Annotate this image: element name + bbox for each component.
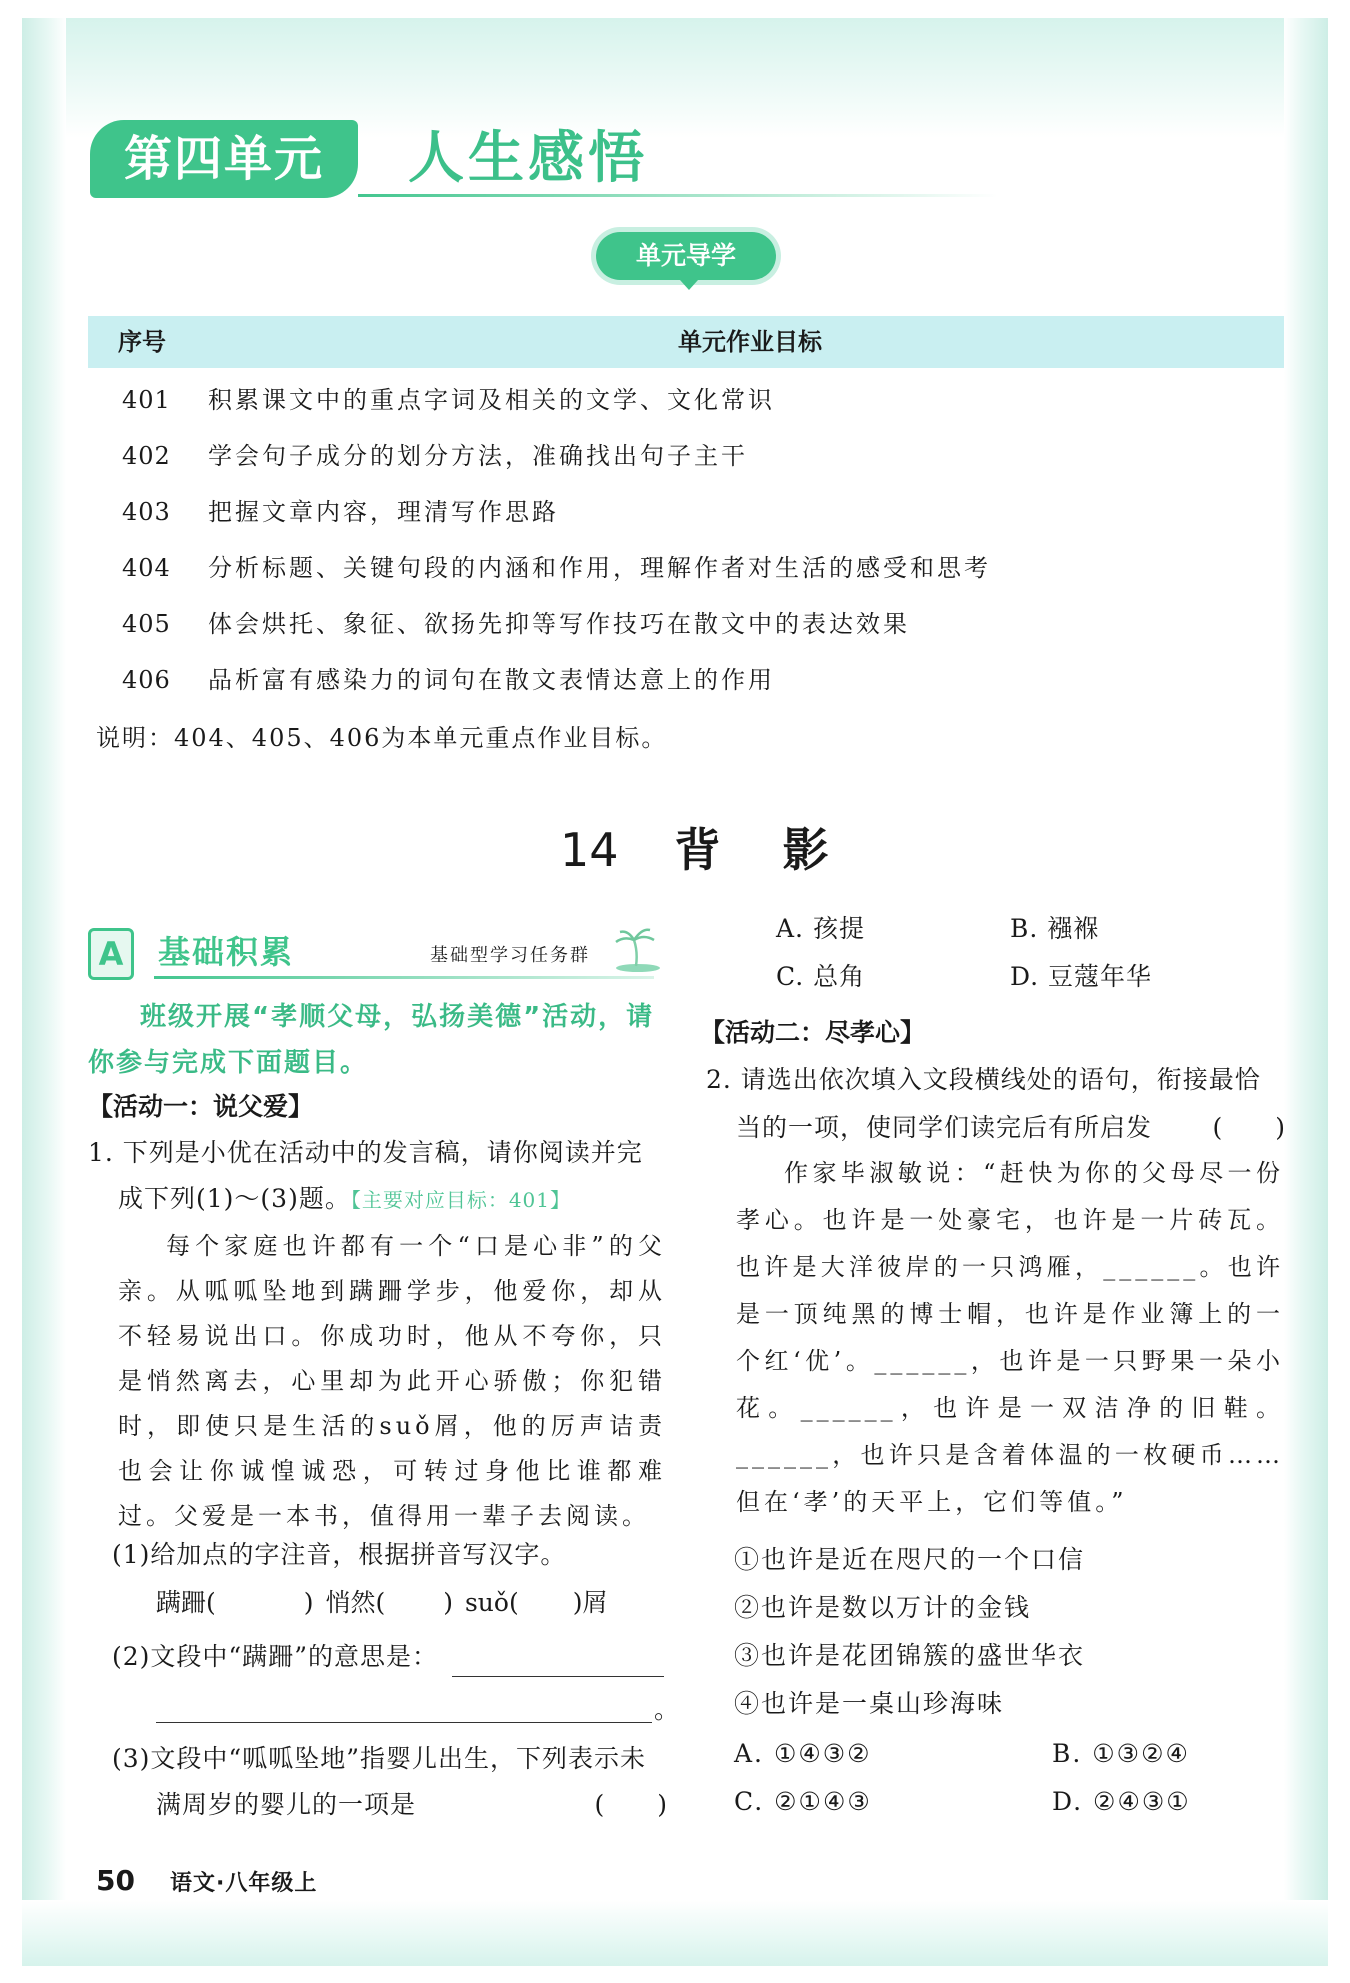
book-title: 语文·八年级上 (170, 1871, 318, 1896)
option-b[interactable]: B. ①③②④ (1052, 1739, 1190, 1768)
goal-row (88, 540, 1284, 596)
goal-text: 积累课文中的重点字词及相关的文学、文化常识 (208, 386, 775, 414)
goal-number: 406 (122, 666, 171, 694)
sentence-item-3: ③也许是花团锦簇的盛世华衣 (734, 1641, 1086, 1670)
guide-badge-pointer (680, 280, 698, 290)
question-1-stem: 1. 下列是小优在活动中的发言稿，请你阅读并完成下列(1)～(3)题。 (88, 1138, 643, 1213)
pinyin-blanks (156, 1580, 615, 1626)
question-2-stem: 2. 请选出依次填入文段横线处的语句，衔接最恰当的一项，使同学们读完后有所启发 (706, 1065, 1261, 1142)
goal-text: 品析富有感染力的词句在散文表情达意上的作用 (208, 666, 775, 694)
target-tag: 【主要对应目标：401】 (350, 1188, 572, 1212)
page-number: 50 (96, 1864, 135, 1897)
blank-word: 蹒跚( (156, 1588, 216, 1617)
blank-close: )屑 (572, 1588, 608, 1617)
goal-row (88, 596, 1284, 652)
island-palm-icon (612, 926, 662, 974)
goal-number: 405 (122, 610, 171, 638)
section-a-letter: A (88, 928, 134, 980)
blank-close: ) (303, 1588, 314, 1617)
blank-word: 悄然( (325, 1588, 386, 1617)
question-1-part-3-stem: (3)文段中“呱呱坠地”指婴儿出生，下列表示未满周岁的婴儿的一项是 (112, 1744, 646, 1819)
goals-col-number: 序号 (118, 328, 166, 356)
unit-guide-badge: 单元导学 (596, 232, 776, 280)
goal-number: 402 (122, 442, 171, 470)
option-c[interactable]: C. ②①④③ (734, 1787, 872, 1816)
goal-text: 学会句子成分的划分方法，准确找出句子主干 (208, 442, 748, 470)
option-d[interactable]: D. ②④③① (1052, 1787, 1191, 1816)
option-c[interactable]: C. 总角 (776, 962, 866, 991)
activity-one-title: 【活动一：说父爱】 (88, 1092, 314, 1121)
goal-row (88, 484, 1284, 540)
goal-row (88, 428, 1284, 484)
goal-text: 体会烘托、象征、欲扬先抑等写作技巧在散文中的表达效果 (208, 610, 910, 638)
goal-number: 403 (122, 498, 171, 526)
sentence-item-4: ④也许是一桌山珍海味 (734, 1689, 1005, 1718)
option-a[interactable]: A. 孩提 (776, 914, 865, 943)
option-d[interactable]: D. 豆蔻年华 (1010, 962, 1153, 991)
unit-theme: 人生感悟 (408, 126, 648, 191)
option-a[interactable]: A. ①④③② (734, 1739, 872, 1768)
answer-line-end: 。 (654, 1695, 680, 1724)
unit-badge: 第四单元 (90, 120, 358, 198)
goal-row (88, 652, 1284, 708)
lesson-number: 14 (560, 823, 619, 877)
section-a-title: 基础积累 (158, 933, 295, 971)
page-bottom-band (22, 1900, 1328, 1966)
question-1-part-3 (112, 1736, 668, 1828)
unit-underline (358, 194, 998, 197)
sentence-item-1: ①也许是近在咫尺的一个口信 (734, 1545, 1086, 1574)
goal-row (88, 372, 1284, 428)
lesson-title (560, 810, 891, 890)
activity-intro: 班级开展“孝顺父母，弘扬美德”活动，请你参与完成下面题目。 (88, 1002, 655, 1078)
question-1 (88, 1130, 668, 1223)
goals-note: 说明：404、405、406为本单元重点作业目标。 (96, 724, 668, 752)
answer-line[interactable] (452, 1676, 664, 1677)
lesson-name: 背影 (674, 823, 891, 877)
page-left-band (22, 18, 66, 1966)
page-right-band (1284, 18, 1328, 1966)
answer-paren[interactable]: ( ) (594, 1790, 668, 1819)
sentence-item-2: ②也许是数以万计的金钱 (734, 1593, 1032, 1622)
answer-line[interactable] (156, 1722, 652, 1723)
option-b[interactable]: B. 襁褓 (1010, 914, 1100, 943)
goal-number: 401 (122, 386, 171, 414)
blank-close: ) (443, 1588, 454, 1617)
goal-text: 分析标题、关键句段的内涵和作用，理解作者对生活的感受和思考 (208, 554, 991, 582)
answer-paren[interactable]: ( ) (1212, 1113, 1286, 1142)
question-2 (706, 1056, 1286, 1152)
goals-col-goal: 单元作业目标 (678, 328, 822, 356)
blank-word: suǒ( (464, 1588, 519, 1617)
goal-text: 把握文章内容，理清写作思路 (208, 498, 559, 526)
activity-two-title: 【活动二：尽孝心】 (700, 1018, 926, 1047)
section-a-subtitle: 基础型学习任务群 (430, 945, 590, 966)
question-1-part-2: (2)文段中“蹒跚”的意思是： (112, 1642, 438, 1671)
question-1-passage: 每个家庭也许都有一个“口是心非”的父亲。从呱呱坠地到蹒跚学步，他爱你，却从不轻易说出口。你成功时，他从不夸你，只是悄然离去，心里却为此开心骄傲；你犯错时，即使只是生活的suǒ屑，他的厉声诘责也会让你诚惶诚恐，可转过身他比谁都难过。父爱是一本书，值得用一辈子去阅读。 (118, 1232, 666, 1530)
goal-number: 404 (122, 554, 171, 582)
question-2-passage: 作家毕淑敏说：“赶快为你的父母尽一份孝心。也许是一处豪宅，也许是一片砖瓦。也许是大洋彼岸的一只鸿雁，______。也许是一顶纯黑的博士帽，也许是作业簿上的一个红‘优’。______，也许是一只野果一朵小花。______，也许是一双洁净的旧鞋。______，也许只是含着体温的一枚硬币……但在‘孝’的天平上，它们等值。” (736, 1159, 1284, 1516)
question-1-part-1: (1)给加点的字注音，根据拼音写汉字。 (112, 1540, 567, 1569)
section-a-underline (154, 976, 654, 979)
